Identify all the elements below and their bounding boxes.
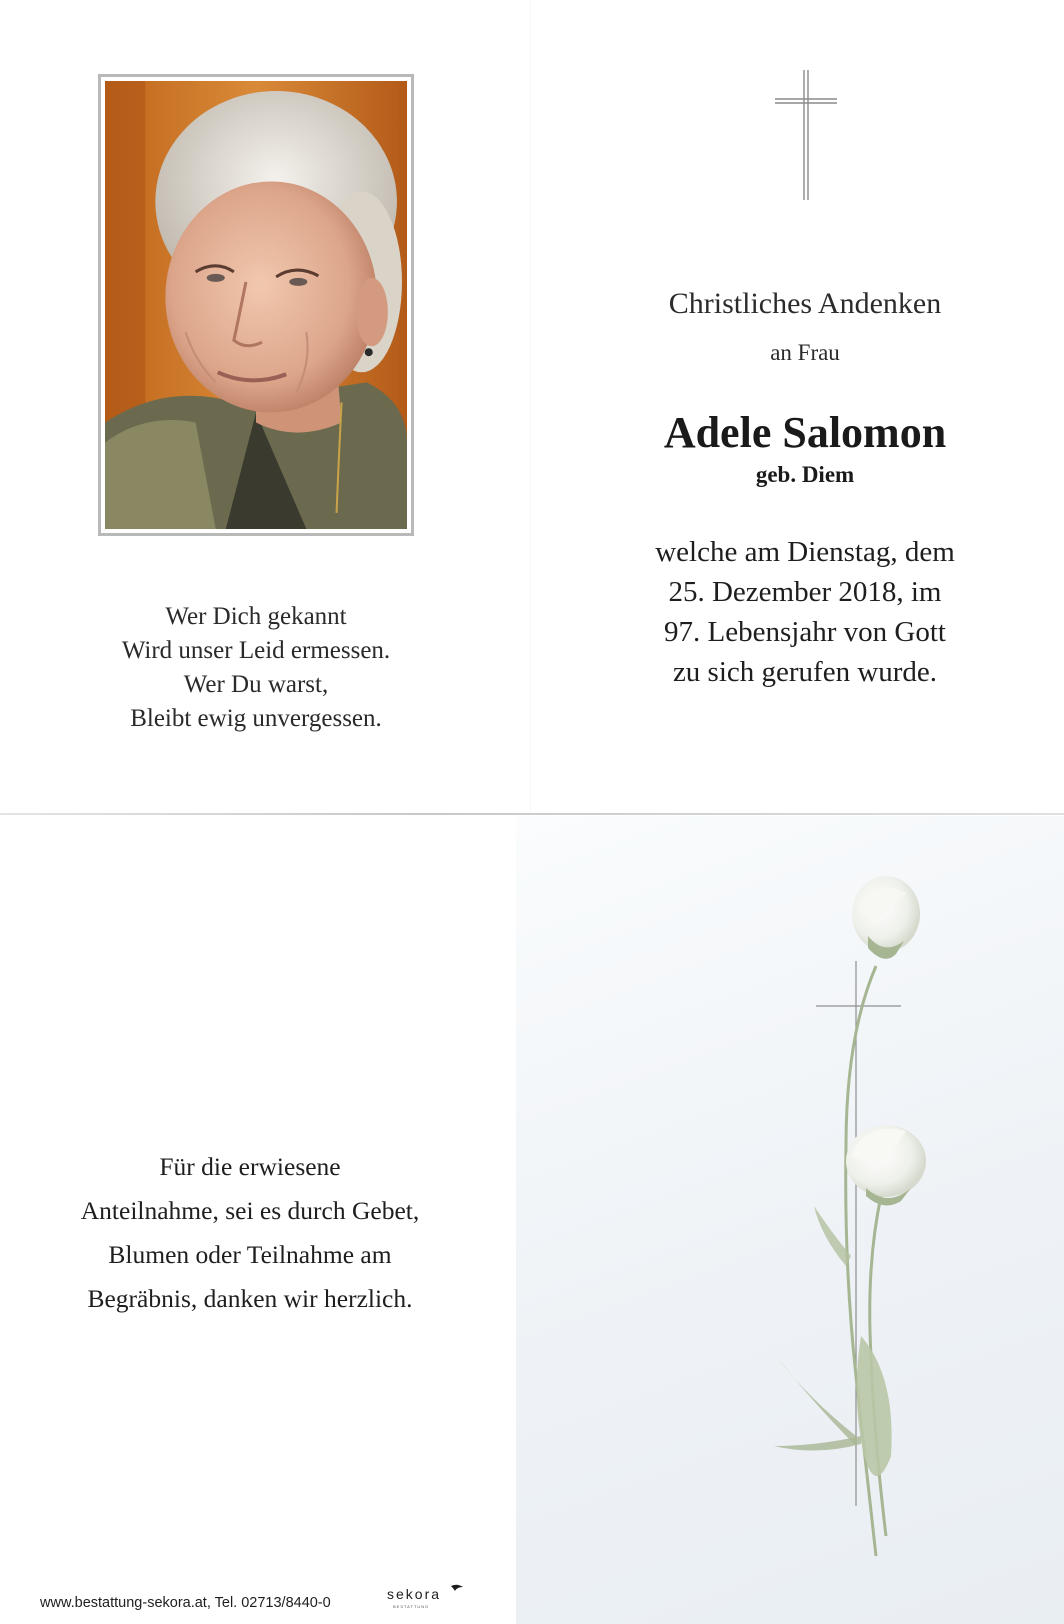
poem-line: Bleibt ewig unvergessen. xyxy=(130,705,382,732)
death-notice-line: zu sich gerufen wurde. xyxy=(672,656,938,688)
rose-bud-top xyxy=(852,876,920,959)
sekora-logo xyxy=(385,1583,465,1619)
death-notice-line: 25. Dezember 2018, im xyxy=(668,576,942,608)
fold-line xyxy=(0,813,1064,815)
center-crease xyxy=(530,0,531,812)
poem-line: Wer Du warst, xyxy=(183,671,329,698)
rose-panel xyxy=(516,816,1064,1624)
logo-subtext: BESTATTUNG xyxy=(393,1604,430,1609)
thanks-line: Begräbnis, danken wir herzlich. xyxy=(87,1284,413,1313)
poem-line: Wird unser Leid ermessen. xyxy=(121,637,391,664)
portrait-photo xyxy=(105,81,407,529)
heading: Christliches Andenken xyxy=(668,287,942,320)
deceased-name: Adele Salomon xyxy=(663,408,947,457)
subheading: an Frau xyxy=(770,340,840,365)
cross-icon xyxy=(775,70,837,200)
poem-line: Wer Dich gekannt xyxy=(165,603,347,630)
rose-illustration xyxy=(516,816,1064,1624)
footer-contact: www.bestattung-sekora.at, Tel. 02713/8440-0 xyxy=(40,1595,331,1611)
thanks-line: Blumen oder Teilnahme am xyxy=(108,1240,392,1269)
rose-bloom-lower xyxy=(846,1125,926,1205)
death-notice xyxy=(615,532,995,692)
thanks-line: Anteilnahme, sei es durch Gebet, xyxy=(80,1196,420,1225)
memorial-poem xyxy=(60,600,452,736)
maiden-name: geb. Diem xyxy=(755,462,855,487)
bird-icon xyxy=(451,1585,463,1591)
footer xyxy=(40,1586,510,1619)
portrait-frame xyxy=(98,74,414,536)
thanks-line: Für die erwiesene xyxy=(159,1152,341,1181)
death-notice-line: welche am Dienstag, dem xyxy=(655,536,955,568)
logo-text: sekora xyxy=(387,1586,442,1602)
thank-you-text xyxy=(40,1145,460,1321)
death-notice-line: 97. Lebensjahr von Gott xyxy=(664,616,946,648)
